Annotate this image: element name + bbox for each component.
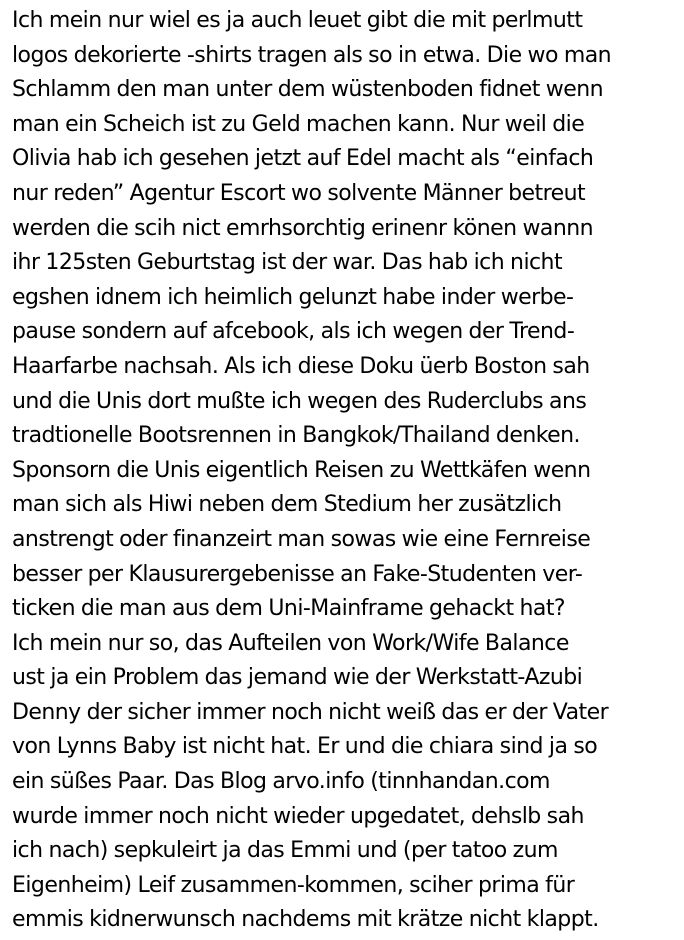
text-line: logos dekorierte -shirts tragen als so in etwa. Die wo man — [12, 42, 612, 68]
text-line: anstrengt oder finanzeirt man sowas wie eine Fernreise — [12, 526, 591, 552]
text-line: besser per Klausurergebenisse an Fake-Studenten ver- — [12, 561, 583, 587]
text-line: Haarfarbe nachsah. Als ich diese Doku üerb Boston sah — [12, 353, 590, 379]
text-line: von Lynns Baby ist nicht hat. Er und die chiara sind ja so — [12, 734, 598, 760]
text-line: Schlamm den man unter dem wüstenboden fidnet wenn — [12, 77, 603, 103]
text-line: emmis kidnerwunsch nachdems mit krätze nicht klappt. — [12, 907, 599, 933]
text-line: nur reden” Agentur Escort wo solvente Männer betreut — [12, 180, 586, 206]
text-line: Eigenheim) Leif zusammen-kommen, sciher prima für — [12, 872, 575, 898]
text-line: ticken die man aus dem Uni-Mainframe gehackt hat? — [12, 596, 566, 622]
text-line: und die Unis dort mußte ich wegen des Ruderclubs ans — [12, 388, 587, 414]
text-line: man sich als Hiwi neben dem Stedium her zusätzlich — [12, 492, 562, 518]
text-line: Sponsorn die Unis eigentlich Reisen zu Wettkäfen wenn — [12, 457, 591, 483]
text-line: ein süßes Paar. Das Blog arvo.info (tinnhandan.com — [12, 769, 550, 795]
text-line: man ein Scheich ist zu Geld machen kann. Nur weil die — [12, 111, 585, 137]
text-line: tradtionelle Bootsrennen in Bangkok/Thailand denken. — [12, 423, 580, 449]
text-line: Olivia hab ich gesehen jetzt auf Edel macht als “einfach — [12, 146, 594, 172]
text-line: Ich mein nur so, das Aufteilen von Work/Wife Balance — [12, 630, 569, 656]
text-line: egshen idnem ich heimlich gelunzt habe inder werbe- — [12, 284, 574, 310]
text-line: ihr 125sten Geburtstag ist der war. Das hab ich nicht — [12, 250, 563, 276]
text-line: pause sondern auf afcebook, als ich wegen der Trend- — [12, 319, 575, 345]
body-text — [12, 4, 682, 938]
text-line: Denny der sicher immer noch nicht weiß das er der Vater — [12, 699, 609, 725]
text-line: werden die scih nict emrhsorchtig erinenr könen wannn — [12, 215, 594, 241]
text-line: Ich mein nur wiel es ja auch leuet gibt die mit perlmutt — [12, 8, 583, 33]
text-line: ich nach) sepkuleirt ja das Emmi und (per tatoo zum — [12, 838, 558, 864]
text-line: ust ja ein Problem das jemand wie der Werkstatt-Azubi — [12, 665, 583, 691]
text-line: wurde immer noch nicht wieder upgedatet, dehslb sah — [12, 803, 584, 829]
